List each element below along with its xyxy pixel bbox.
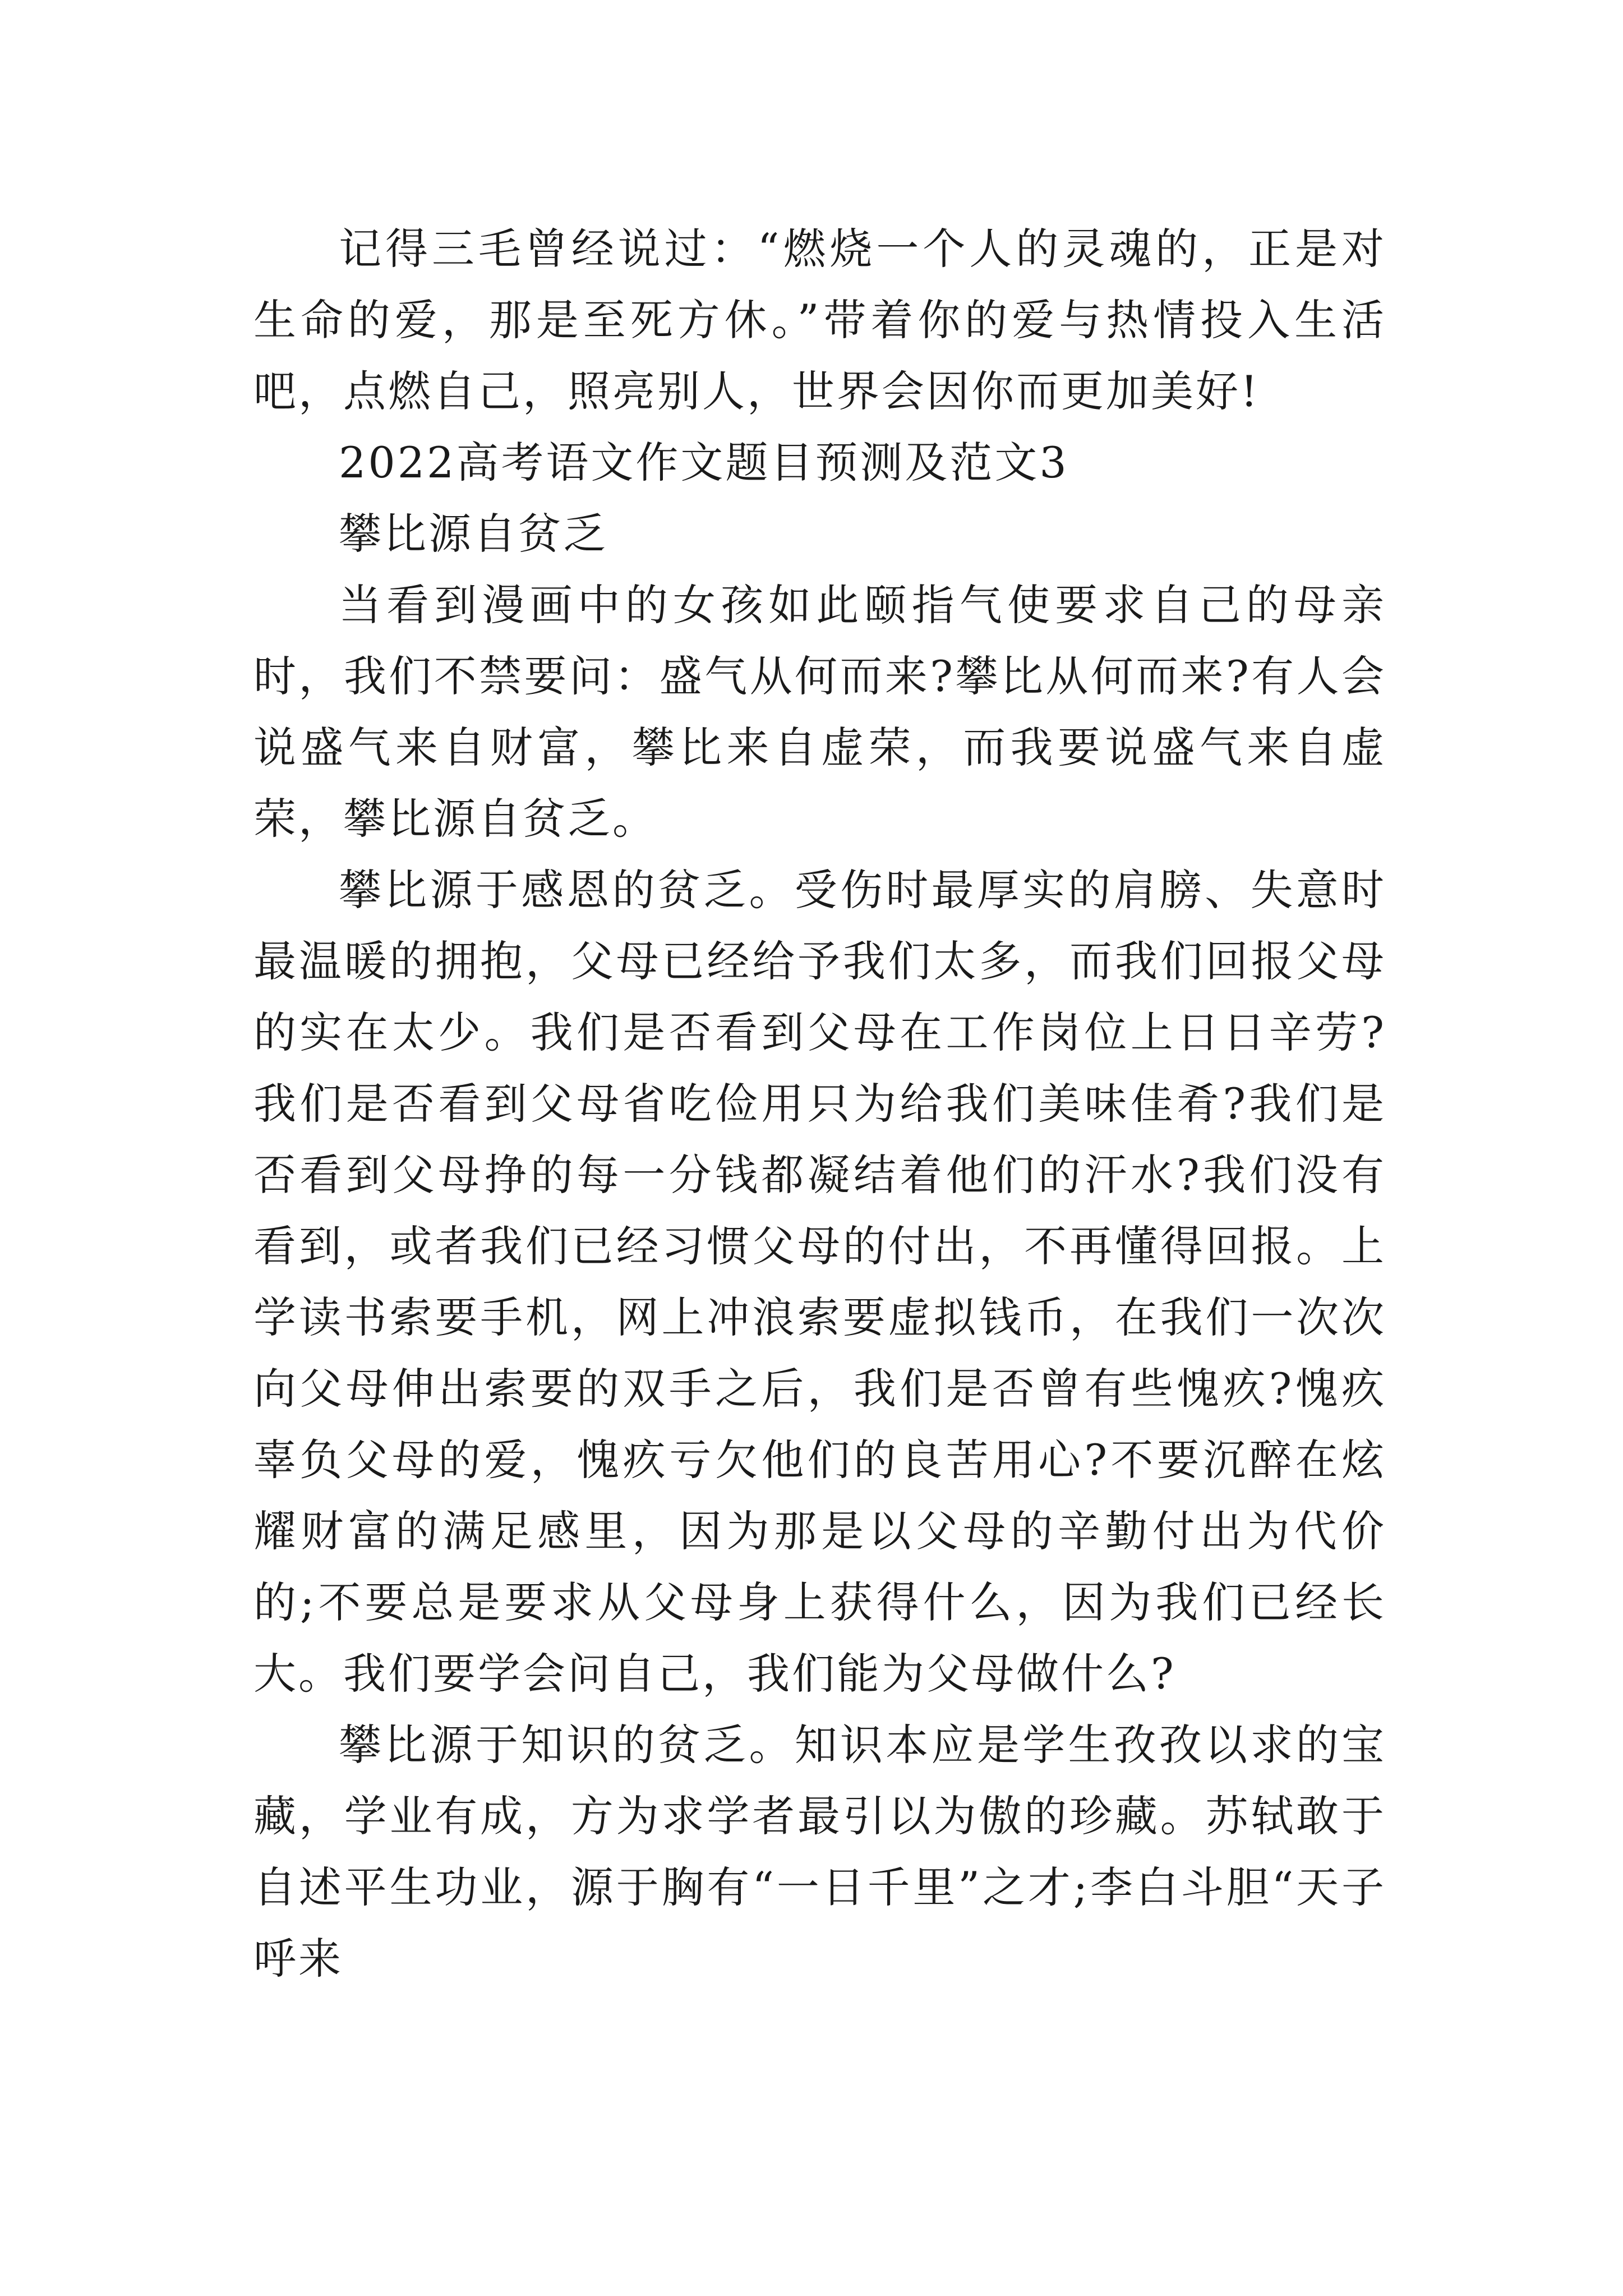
paragraph-intro: 当看到漫画中的女孩如此颐指气使要求自己的母亲时，我们不禁要问：盛气从何而来?攀比从何而来?有人会说盛气来自财富，攀比来自虚荣，而我要说盛气来自虚荣，攀比源自贫乏。 <box>253 580 1386 844</box>
essay-section-title: 2022高考语文作文题目预测及范文3 <box>339 438 1069 487</box>
paragraph-knowledge: 攀比源于知识的贫乏。知识本应是学生孜孜以求的宝藏，学业有成，方为求学者最引以为傲的珍藏。苏轼敢于自述平生功业，源于胸有“一日千里”之才;李白斗胆“天子呼来 <box>253 1720 1386 1984</box>
paragraph-gratitude: 攀比源于感恩的贫乏。受伤时最厚实的肩膀、失意时最温暖的拥抱，父母已经给予我们太多，而我们回报父母的实在太少。我们是否看到父母在工作岗位上日日辛劳?我们是否看到父母省吃俭用只为给我们美味佳肴?我们是否看到父母挣的每一分钱都凝结着他们的汗水?我们没有看到，或者我们已经习惯父母的付出，不再懂得回报。上学读书索要手机，网上冲浪索要虚拟钱币，在我们一次次向父母伸出索要的双手之后，我们是否曾有些愧疚?愧疚辜负父母的爱，愧疚亏欠他们的良苦用心?不要沉醉在炫耀财富的满足感里，因为那是以父母的辛勤付出为代价的;不要总是要求从父母身上获得什么，因为我们已经长大。我们要学会问自己，我们能为父母做什么? <box>253 865 1386 1699</box>
document-body <box>253 213 1386 1994</box>
essay-title: 攀比源自贫乏 <box>339 509 608 559</box>
paragraph-closing-quote: 记得三毛曾经说过：“燃烧一个人的灵魂的，正是对生命的爱，那是至死方休。”带着你的爱与热情投入生活吧，点燃自己，照亮别人，世界会因你而更加美好! <box>253 224 1386 416</box>
